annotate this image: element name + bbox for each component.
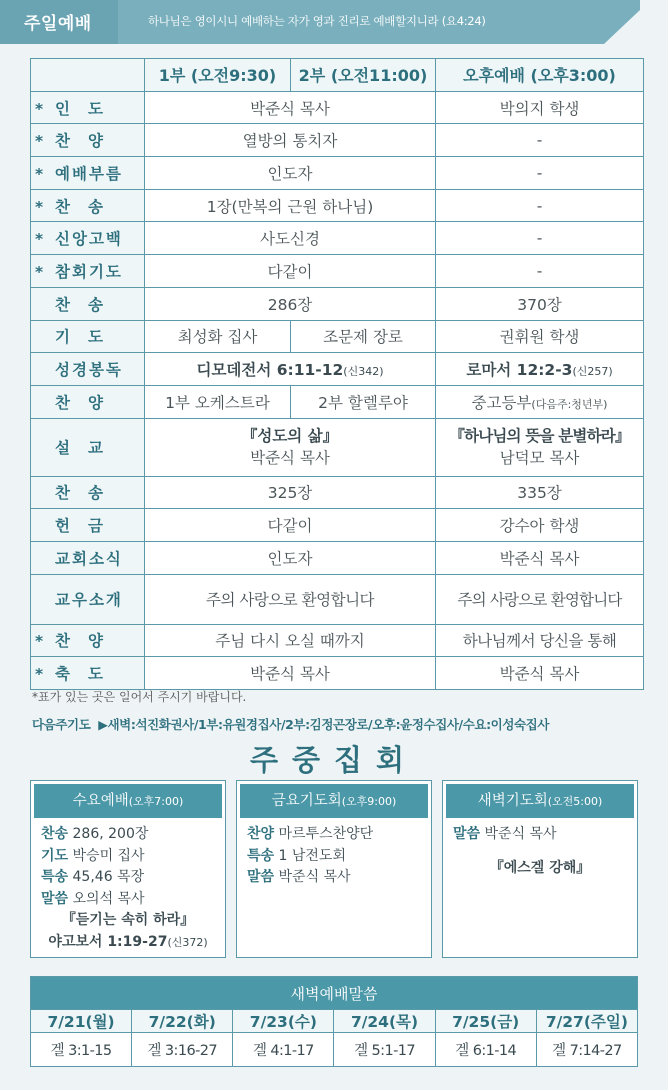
table-row <box>31 541 644 574</box>
am-cell: 인도자 <box>145 157 436 190</box>
list-item: 말씀 박준식 목사 <box>247 869 351 885</box>
am-cell: 사도신경 <box>145 222 436 255</box>
day-cell: 7/27(주일) <box>536 1010 637 1033</box>
header-verse: 하나님은 영이시니 예배하는 자가 영과 진리로 예배할지니라 (요4:24) <box>148 14 486 28</box>
table-row <box>31 287 644 320</box>
am-cell: 주님 다시 오실 때까지 <box>145 624 436 657</box>
row-label: 찬송 <box>31 287 145 320</box>
row-label: * 축도 <box>31 657 145 690</box>
pm-cell: - <box>436 255 644 288</box>
list-item: 특송 45,46 목장 <box>41 869 145 885</box>
second-cell: 2부 할렐루야 <box>291 385 436 418</box>
list-item: 찬송 286, 200장 <box>41 826 149 842</box>
column-header-second: 2부 (오전11:00) <box>291 59 436 92</box>
table-row <box>31 124 644 157</box>
header-banner <box>0 0 640 44</box>
box-body <box>31 821 225 956</box>
ref-cell: 겔 4:1-17 <box>233 1033 334 1067</box>
am-cell: 1장(만복의 근원 하나님) <box>145 189 436 222</box>
sermon-title: 『듣기는 속히 하라』 <box>61 912 195 928</box>
day-row <box>31 1010 638 1033</box>
day-cell: 7/23(수) <box>233 1010 334 1033</box>
row-label: 헌금 <box>31 509 145 542</box>
am-cell: 열방의 통치자 <box>145 124 436 157</box>
table-row <box>31 574 644 624</box>
table-row <box>31 509 644 542</box>
table-row <box>31 222 644 255</box>
table-row <box>31 385 644 418</box>
row-label: * 신앙고백 <box>31 222 145 255</box>
table-corner <box>31 59 145 92</box>
table-row <box>31 91 644 124</box>
box-title: 수요예배(오후7:00) <box>34 784 222 818</box>
table-row <box>31 157 644 190</box>
row-label: 교회소식 <box>31 541 145 574</box>
pm-cell: - <box>436 124 644 157</box>
row-label: * 예배부름 <box>31 157 145 190</box>
worship-order-table <box>30 58 644 690</box>
list-item: 말씀 오의석 목사 <box>41 890 145 907</box>
box-title: 새벽기도회(오전5:00) <box>446 784 634 818</box>
table-row <box>31 476 644 509</box>
pm-cell: 박준식 목사 <box>436 541 644 574</box>
row-label: 성경봉독 <box>31 353 145 386</box>
column-header-first: 1부 (오전9:30) <box>145 59 291 92</box>
pm-cell: - <box>436 189 644 222</box>
ref-cell: 겔 3:1-15 <box>31 1033 132 1067</box>
column-header-afternoon: 오후예배 (오후3:00) <box>436 59 644 92</box>
first-cell: 최성화 집사 <box>145 320 291 353</box>
second-cell: 조문제 장로 <box>291 320 436 353</box>
pm-sermon-cell: 『하나님의 뜻을 분별하라』 남덕모 목사 <box>436 418 644 476</box>
row-label: 교우소개 <box>31 574 145 624</box>
page-title: 주일예배 <box>24 14 92 34</box>
pm-cell: 하나님께서 당신을 통해 <box>436 624 644 657</box>
am-cell: 주의 사랑으로 환영합니다 <box>145 574 436 624</box>
table-row <box>31 255 644 288</box>
first-cell: 1부 오케스트라 <box>145 385 291 418</box>
pm-cell: 370장 <box>436 287 644 320</box>
am-cell: 286장 <box>145 287 436 320</box>
dawn-schedule-title: 새벽예배말씀 <box>31 977 638 1010</box>
day-cell: 7/25(금) <box>435 1010 536 1033</box>
row-label: * 인도 <box>31 91 145 124</box>
am-cell: 디모데전서 6:11-12(신342) <box>145 353 436 386</box>
ref-cell: 겔 3:16-27 <box>132 1033 233 1067</box>
weekday-section-title: 주중집회 <box>249 743 419 777</box>
list-item: 말씀 박준식 목사 <box>453 826 557 842</box>
row-label: 찬송 <box>31 476 145 509</box>
day-cell: 7/21(월) <box>31 1010 132 1033</box>
wednesday-service-box <box>30 780 226 958</box>
table-row <box>31 657 644 690</box>
table-row <box>31 353 644 386</box>
am-cell: 325장 <box>145 476 436 509</box>
am-cell: 박준식 목사 <box>145 91 436 124</box>
box-body <box>443 821 637 882</box>
dawn-schedule-table <box>30 976 638 1067</box>
next-week-text: ▶새벽:석진화권사/1부:유원경집사/2부:김정곤장로/오후:윤정수집사/수요:이성숙집사 <box>98 717 550 732</box>
pm-cell: 박준식 목사 <box>436 657 644 690</box>
day-cell: 7/22(화) <box>132 1010 233 1033</box>
next-week-prayer <box>32 715 549 733</box>
list-item: 기도 박승미 집사 <box>41 847 145 864</box>
row-label: * 찬양 <box>31 624 145 657</box>
friday-prayer-box <box>236 780 432 958</box>
am-cell: 박준식 목사 <box>145 657 436 690</box>
pm-cell: 강수아 학생 <box>436 509 644 542</box>
ref-cell: 겔 5:1-17 <box>334 1033 435 1067</box>
row-label: * 찬송 <box>31 189 145 222</box>
day-cell: 7/24(목) <box>334 1010 435 1033</box>
list-item: 찬양 마르투스찬양단 <box>247 826 374 842</box>
am-cell: 다같이 <box>145 255 436 288</box>
row-label: 기도 <box>31 320 145 353</box>
dawn-prayer-box <box>442 780 638 958</box>
row-label: * 참회기도 <box>31 255 145 288</box>
am-cell: 인도자 <box>145 541 436 574</box>
ref-row <box>31 1033 638 1067</box>
next-week-label: 다음주기도 <box>32 717 91 732</box>
ref-cell: 겔 6:1-14 <box>435 1033 536 1067</box>
pm-cell: 335장 <box>436 476 644 509</box>
table-row <box>31 624 644 657</box>
box-title: 금요기도회(오후9:00) <box>240 784 428 818</box>
pm-cell: 로마서 12:2-3(신257) <box>436 353 644 386</box>
pm-cell: 중고등부(다음주:청년부) <box>436 385 644 418</box>
am-cell: 다같이 <box>145 509 436 542</box>
box-body <box>237 821 431 892</box>
pm-cell: 주의 사랑으로 환영합니다 <box>436 574 644 624</box>
list-item: 특송 1 남전도회 <box>247 847 346 864</box>
pm-cell: - <box>436 222 644 255</box>
sermon-title: 『에스겔 강해』 <box>489 859 591 876</box>
am-sermon-cell: 『성도의 삶』 박준식 목사 <box>145 418 436 476</box>
row-label: 설교 <box>31 418 145 476</box>
pm-cell: 박의지 학생 <box>436 91 644 124</box>
table-row <box>31 189 644 222</box>
pm-cell: - <box>436 157 644 190</box>
ref-cell: 겔 7:14-27 <box>536 1033 637 1067</box>
sermon-passage: 야고보서 1:19-27(신372) <box>48 933 208 950</box>
row-label: 찬양 <box>31 385 145 418</box>
table-header-row <box>31 59 644 92</box>
standing-note: *표가 있는 곳은 일어서 주시기 바랍니다. <box>32 690 247 704</box>
row-label: * 찬양 <box>31 124 145 157</box>
table-row <box>31 418 644 476</box>
pm-cell: 권휘원 학생 <box>436 320 644 353</box>
table-row <box>31 320 644 353</box>
